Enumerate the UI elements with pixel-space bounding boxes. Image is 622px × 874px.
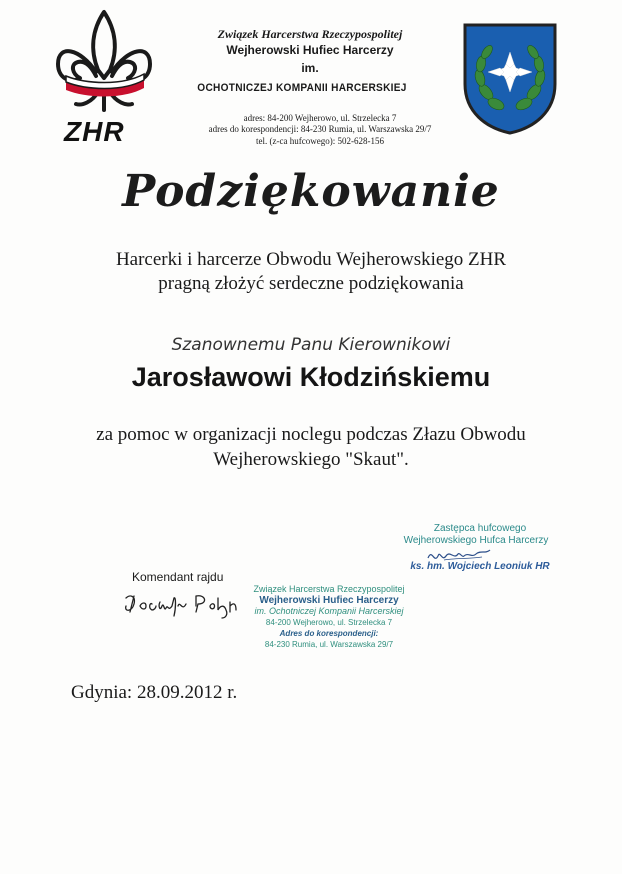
org-patron: OCHOTNICZEJ KOMPANII HARCERSKIEJ [197,82,407,94]
stamp-line-2: Wejherowski Hufiec Harcerzy [259,595,399,606]
org-name: Związek Harcerstwa Rzeczypospolitej [217,27,403,41]
commander-signature [120,588,245,622]
deputy-name: ks. hm. Wojciech Leoniuk HR [410,561,550,572]
stamp-line-3: im. Ochotniczej Kompanii Harcerskiej [254,606,404,616]
reason-line-2: Wejherowskiego "Skaut". [213,449,409,470]
organization-stamp [250,584,408,650]
issue-date: Gdynia: 28.09.2012 r. [71,682,238,703]
deputy-stamp-line-2: Wejherowskiego Hufca Harcerzy [403,535,549,546]
salutation: Szanownemu Panu Kierownikowi [171,335,451,355]
address-correspondence: adres do korespondencji: 84-230 Rumia, ul. Warszawska 29/7 [208,124,432,134]
address-main: adres: 84-200 Wejherowo, ul. Strzelecka 7 [243,113,397,123]
intro-line-1: Harcerki i harcerze Obwodu Wejherowskiego ZHR [115,249,507,270]
org-unit: Wejherowski Hufiec Harcerzy [226,43,394,57]
stamp-line-4: 84-200 Wejherowo, ul. Strzelecka 7 [265,618,393,627]
coat-of-arms-icon [462,22,558,136]
commander-label: Komendant rajdu [132,570,224,584]
address-phone: tel. (z-ca hufcowego): 502-628-156 [256,136,384,146]
recipient-name: Jarosławowi Kłodzińskiemu [131,362,491,392]
certificate-title: Podziękowanie [122,166,500,217]
reason-line-1: za pomoc w organizacji noclegu podczas Złazu Obwodu [96,424,526,445]
stamp-line-1: Związek Harcerstwa Rzeczypospolitej [253,584,405,594]
stamp-line-6: 84-230 Rumia, ul. Warszawska 29/7 [264,640,394,649]
zhr-logo-text: ZHR [64,116,125,147]
stamp-line-5: Adres do korespondencji: [279,629,379,638]
org-im: im. [301,61,319,75]
intro-line-2: pragną złożyć serdeczne podziękowania [158,273,464,294]
deputy-stamp-line-1: Zastępca hufcowego [433,523,527,534]
